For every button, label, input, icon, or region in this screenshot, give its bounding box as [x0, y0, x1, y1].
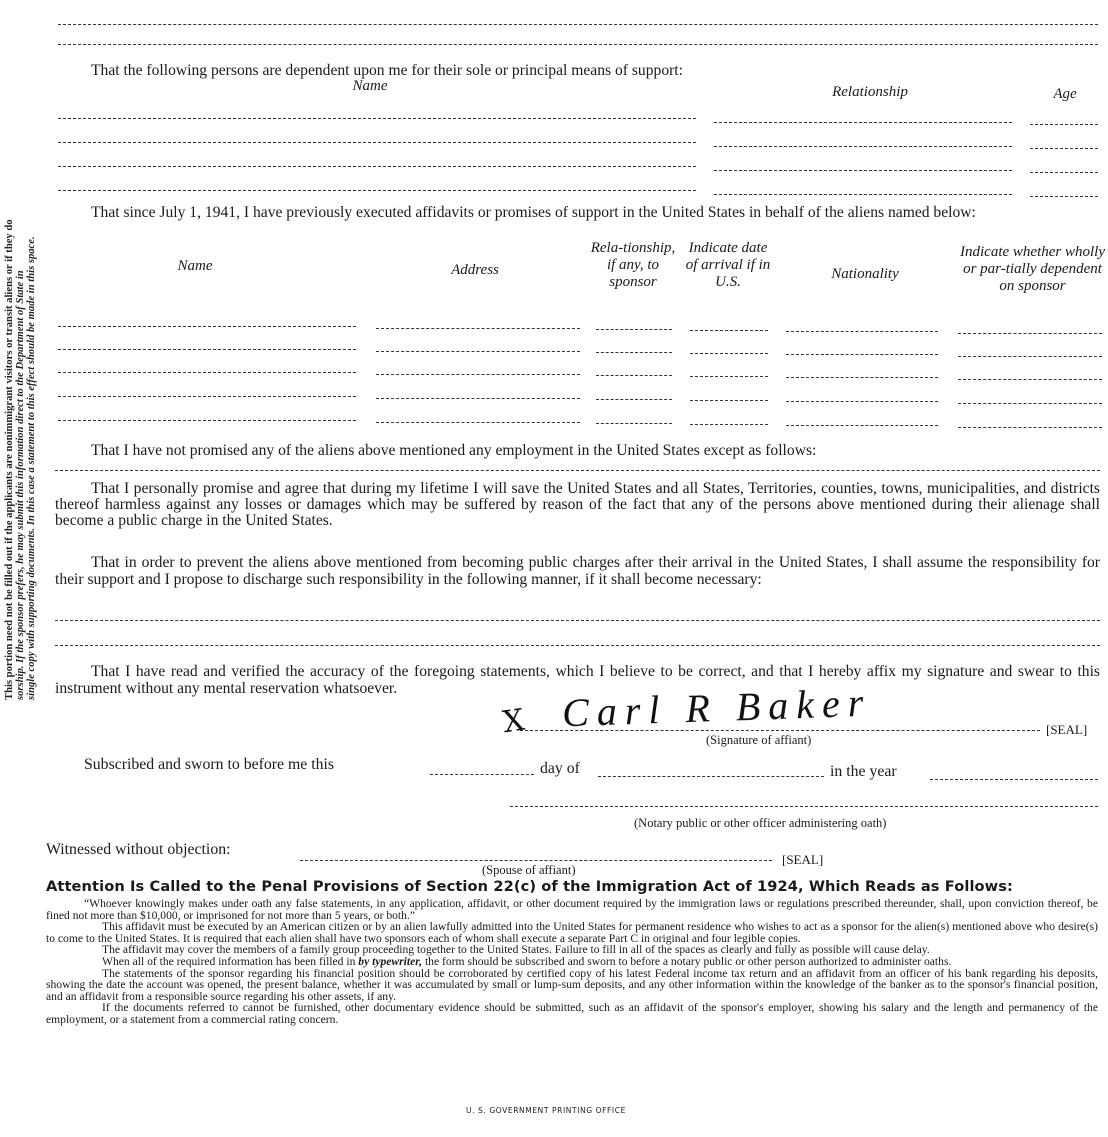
- signature-of-affiant: Carl R Baker: [561, 679, 873, 736]
- signature-caption: (Signature of affiant): [706, 733, 812, 747]
- affidavit-arrival-field-1[interactable]: [690, 330, 768, 331]
- affidavit-dependent-field-4[interactable]: [958, 403, 1102, 404]
- dependent-age-field-3[interactable]: [1030, 172, 1098, 173]
- affidavit-rel-field-5[interactable]: [596, 423, 672, 424]
- signature-seal: [SEAL]: [1046, 722, 1088, 737]
- affidavits-col-relationship: Rela-tionship, if any, to sponsor: [590, 240, 676, 290]
- witness-signature-line[interactable]: [300, 860, 772, 861]
- affidavit-nationality-field-5[interactable]: [786, 425, 938, 426]
- sworn-text-3: in the year: [830, 763, 897, 780]
- support-manner-field-2[interactable]: [55, 645, 1100, 646]
- promise-statement: That I personally promise and agree that during my lifetime I will save the United States and all States, Territories, counties, towns, municipalities, and districts thereof harmless against any losses or damages which may be suffered by reason of the fact that any of the persons above mentioned during their alienage shall become a public charge in the United States.: [55, 480, 1100, 529]
- affidavit-address-field-1[interactable]: [376, 328, 580, 329]
- sworn-text-1: Subscribed and sworn to before me this: [84, 756, 335, 773]
- affidavit-dependent-field-2[interactable]: [958, 356, 1102, 357]
- signature-mark: X: [500, 702, 527, 741]
- dependent-rel-field-4[interactable]: [714, 194, 1012, 195]
- sworn-text-2: day of: [540, 760, 580, 777]
- signature-line[interactable]: [520, 730, 1040, 731]
- attention-paragraph-6: If the documents referred to cannot be furnished, other documentary evidence should be submitted, such as an affidavit of the sponsor's employer, showing his salary and the length and permanency of the employment, or a statement from a commercial rating concern.: [46, 1001, 1098, 1026]
- attention-paragraph-1: “Whoever knowingly makes under oath any false statements, in any application, affidavit, or other document required by the immigration laws or regulations prescribed thereunder, shall, upon conviction thereof, be fined not more than $10,000, or imprisoned for not more than 5 years, or both.”: [46, 897, 1098, 922]
- dependent-name-field-1[interactable]: [58, 118, 696, 119]
- sworn-statement: [84, 756, 334, 774]
- affidavit-name-field-3[interactable]: [58, 372, 356, 373]
- attention-title: Attention Is Called to the Penal Provisions of Section 22(c) of the Immigration Act of 1924, Which Reads as Follows:: [46, 878, 1013, 895]
- affidavits-col-nationality: Nationality: [831, 266, 899, 282]
- support-manner-field-1[interactable]: [55, 620, 1100, 621]
- side-note-line-2: sorship. If the sponsor prefers, he may submit this information direct to the Department of State in: [15, 270, 26, 700]
- employment-statement: That I have not promised any of the aliens above mentioned any employment in the United States except as follows:: [91, 442, 817, 459]
- notary-caption: (Notary public or other officer administering oath): [634, 816, 887, 830]
- dependent-name-field-4[interactable]: [58, 190, 696, 191]
- dependents-intro: That the following persons are dependent upon me for their sole or principal means of support:: [91, 62, 683, 79]
- affidavit-name-field-4[interactable]: [58, 396, 356, 397]
- witness-label: Witnessed without objection:: [46, 841, 231, 858]
- affidavits-col-address: Address: [451, 262, 499, 278]
- dependent-rel-field-3[interactable]: [714, 170, 1012, 171]
- witness-seal: [SEAL]: [782, 852, 824, 867]
- affidavits-col-dependent: Indicate whether wholly or par-tially dependent on sponsor: [960, 244, 1105, 294]
- affidavit-nationality-field-1[interactable]: [786, 331, 938, 332]
- affidavit-name-field-5[interactable]: [58, 420, 356, 421]
- affidavit-address-field-5[interactable]: [376, 422, 580, 423]
- attention-paragraph-4: When all of the required information has been filled in by typewriter, the form should be subscribed and sworn to before a notary public or other person authorized to administer oaths.: [102, 954, 952, 968]
- dependent-rel-field-1[interactable]: [714, 122, 1012, 123]
- affidavit-nationality-field-2[interactable]: [786, 354, 938, 355]
- top-blank-line-2[interactable]: [58, 44, 1098, 45]
- attention-paragraph-5: The statements of the sponsor regarding his financial position should be corroborated by certified copy of his latest Federal income tax return and an affidavit from an officer of his bank regarding his deposits, showing the date the account was opened, the present balance, whether it was accumulated by small or lump-sum deposits, and any other information within the knowledge of the banker as to the sponsor's financial position, and an affidavit from a responsible source regarding his other assets, if any.: [46, 966, 1098, 1003]
- affidavit-dependent-field-1[interactable]: [958, 333, 1102, 334]
- dependent-name-field-3[interactable]: [58, 166, 696, 167]
- attention-body: [46, 898, 1098, 1026]
- dependents-col-age: Age: [1053, 86, 1077, 102]
- affidavit-name-field-2[interactable]: [58, 349, 356, 350]
- affidavit-address-field-3[interactable]: [376, 374, 580, 375]
- affidavit-address-field-4[interactable]: [376, 398, 580, 399]
- affidavit-nationality-field-3[interactable]: [786, 377, 938, 378]
- sworn-year-field[interactable]: [930, 779, 1098, 780]
- sworn-day-field[interactable]: [430, 774, 534, 775]
- affidavits-intro: That since July 1, 1941, I have previously executed affidavits or promises of support in the United States in behalf of the aliens named below:: [91, 204, 976, 221]
- affidavits-col-name: Name: [177, 258, 213, 274]
- affidavit-arrival-field-5[interactable]: [690, 424, 768, 425]
- employment-field[interactable]: [55, 470, 1100, 471]
- side-note-line-1: This portion need not be filled out if the applicants are nonimmigrant visitors or transit aliens or if they do: [4, 219, 15, 700]
- sworn-month-field[interactable]: [598, 776, 824, 777]
- dependents-col-relationship: Relationship: [832, 84, 908, 100]
- affidavit-rel-field-1[interactable]: [596, 329, 672, 330]
- affidavit-rel-field-4[interactable]: [596, 399, 672, 400]
- affidavits-col-arrival: Indicate date of arrival if in U.S.: [685, 240, 771, 290]
- affidavit-name-field-1[interactable]: [58, 326, 356, 327]
- top-blank-line-1[interactable]: [58, 24, 1098, 25]
- witness-caption: (Spouse of affiant): [482, 863, 576, 877]
- side-note-line-3: single copy with supporting documents. In this case a statement to this effect should be made in this space.: [26, 236, 37, 700]
- affidavit-rel-field-3[interactable]: [596, 375, 672, 376]
- affidavit-dependent-field-3[interactable]: [958, 379, 1102, 380]
- affidavit-arrival-field-2[interactable]: [690, 353, 768, 354]
- affidavit-dependent-field-5[interactable]: [958, 427, 1102, 428]
- dependent-age-field-2[interactable]: [1030, 148, 1098, 149]
- affidavit-rel-field-2[interactable]: [596, 352, 672, 353]
- printing-office-footer: U. S. GOVERNMENT PRINTING OFFICE: [466, 1106, 626, 1115]
- attention-paragraph-2: This affidavit must be executed by an American citizen or by an alien lawfully admitted into the United States for permanent residence who wishes to act as a sponsor for the alien(s) mentioned above who desire(s) to come to the United States. It is required that each alien shall have two sponsors each of whom shall execute a separate Part C in original and four legible copies.: [46, 920, 1098, 945]
- notary-signature-line[interactable]: [510, 806, 1098, 807]
- dependent-age-field-1[interactable]: [1030, 124, 1098, 125]
- affidavit-arrival-field-3[interactable]: [690, 376, 768, 377]
- affidavit-nationality-field-4[interactable]: [786, 401, 938, 402]
- side-note: [4, 0, 64, 700]
- attention-paragraph-3: The affidavit may cover the members of a family group proceeding together to the United States. Failure to fill in all of the spaces as clearly and fully as possible will cause delay.: [102, 943, 930, 957]
- affidavit-address-field-2[interactable]: [376, 351, 580, 352]
- dependent-name-field-2[interactable]: [58, 142, 696, 143]
- charges-statement: That in order to prevent the aliens above mentioned from becoming public charges after their arrival in the United States, I shall assume the responsibility for their support and I propose to discharge such responsibility in the following manner, if it shall become necessary:: [55, 554, 1100, 588]
- dependent-rel-field-2[interactable]: [714, 146, 1012, 147]
- dependents-col-name: Name: [352, 78, 388, 94]
- verify-statement: That I have read and verified the accuracy of the foregoing statements, which I believe to be correct, and that I hereby affix my signature and swear to this instrument without any mental reservation whatsoever.: [55, 663, 1100, 697]
- dependent-age-field-4[interactable]: [1030, 196, 1098, 197]
- affidavit-arrival-field-4[interactable]: [690, 400, 768, 401]
